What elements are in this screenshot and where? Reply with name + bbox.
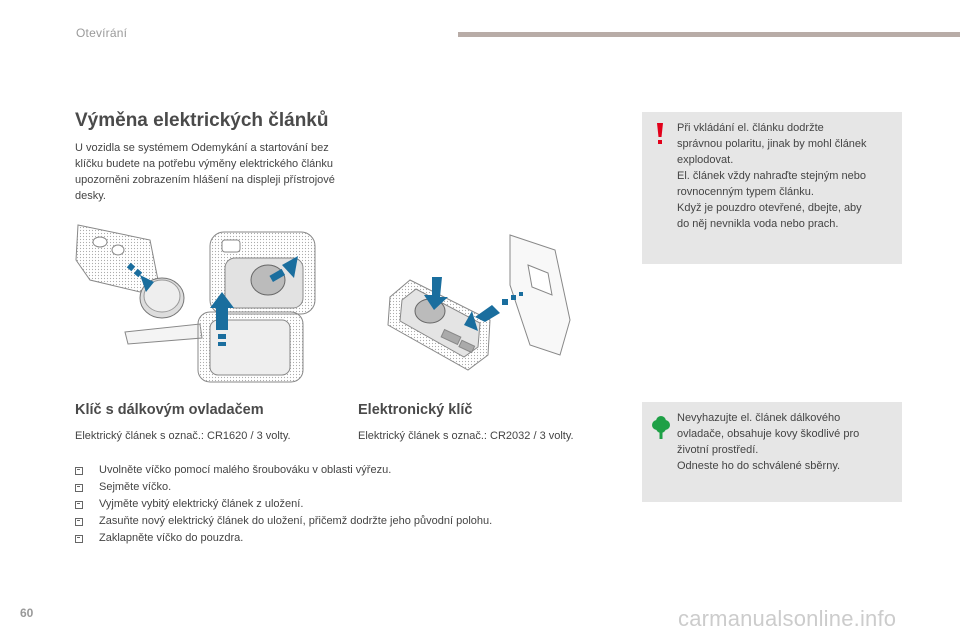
page-title: Výměna elektrických článků <box>75 110 329 131</box>
checkbox-bullet-icon <box>75 501 83 509</box>
eco-note <box>642 402 902 502</box>
key-blade <box>125 312 303 382</box>
header-rule <box>458 32 960 37</box>
warning-note <box>642 112 902 264</box>
exclamation-icon <box>654 122 666 146</box>
eco-text: Nevyhazujte el. článek dálkového ovladače, obsahuje kovy škodlivé pro životní prostředí. Odneste ho do schválené sběrny. <box>677 412 860 472</box>
list-item: Zaklapněte víčko do pouzdra. <box>75 530 492 547</box>
watermark: carmanualsonline.info <box>678 606 897 631</box>
electronic-key-title: Elektronický klíč <box>358 402 473 418</box>
list-item: Uvolněte víčko pomocí malého šroubováku v oblasti výřezu. <box>75 462 492 479</box>
remote-key-illustration <box>70 220 330 390</box>
checkbox-bullet-icon <box>75 535 83 543</box>
remote-key-title: Klíč s dálkovým ovladačem <box>75 402 264 418</box>
instruction-steps <box>75 462 492 547</box>
tree-icon <box>649 416 673 440</box>
page-number: 60 <box>20 606 34 620</box>
checkbox-bullet-icon <box>75 518 83 526</box>
list-item: Sejměte víčko. <box>75 479 492 496</box>
section-title: Otevírání <box>76 26 128 40</box>
list-item: Zasuňte nový elektrický článek do uložení, přičemž dodržte jeho původní polohu. <box>75 513 492 530</box>
electronic-key-battery-spec: Elektrický článek s označ.: CR2032 / 3 volty. <box>358 430 574 442</box>
electronic-key-illustration <box>380 225 585 385</box>
remote-key-battery-spec: Elektrický článek s označ.: CR1620 / 3 volty. <box>75 430 291 442</box>
checkbox-bullet-icon <box>75 484 83 492</box>
intro-paragraph: U vozidla se systémem Odemykání a startování bez klíčku budete na potřebu výměny elektrického článku upozorněni zobrazením hlášení na displeji přístrojové desky. <box>75 142 335 202</box>
warning-text: Při vkládání el. článku dodržte správnou polaritu, jinak by mohl článek explodovat. El. článek vždy nahraďte stejným nebo rovnocenným typem článku. Když je pouzdro otevřené, dbejte, aby do něj nevnikla voda nebo prach. <box>677 122 867 230</box>
list-item: Vyjměte vybitý elektrický článek z uložení. <box>75 496 492 513</box>
checkbox-bullet-icon <box>75 467 83 475</box>
